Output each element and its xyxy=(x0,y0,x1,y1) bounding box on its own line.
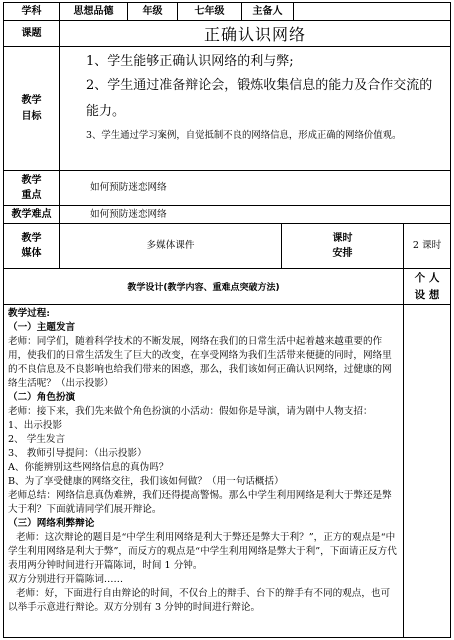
key-point-cell xyxy=(60,171,450,205)
schedule-label-line1: 课时 xyxy=(332,232,353,244)
topic-row xyxy=(4,21,450,47)
design-cell xyxy=(4,269,404,304)
header-row xyxy=(4,3,450,21)
goals-label xyxy=(4,47,60,170)
difficulty-row xyxy=(4,206,450,224)
grade-value: 七年级 xyxy=(178,3,242,20)
goals-label-line2: 目标 xyxy=(21,110,42,122)
section-2-title: （二）角色扮演 xyxy=(8,392,76,403)
personal-line2: 设 想 xyxy=(414,288,440,301)
section-2-intro: 老师：接下来，我们先来做个角色扮演的小活动：假如你是导演，请为剧中人物支招： xyxy=(8,406,373,417)
section-2-item-5: B、为了享受健康的网络交往，我们该如何做？（用一句话概括） xyxy=(8,476,284,487)
media-label xyxy=(4,224,60,268)
section-1-title: （一）主题发言 xyxy=(8,322,76,333)
section-2-item-4: A、你能辨别这些网络信息的真伪吗？ xyxy=(8,462,169,473)
difficulty-value: 如何预防迷恋网络 xyxy=(90,208,167,220)
media-value: 多媒体课件 xyxy=(146,240,195,251)
goal-item-2: 2、学生通过准备辩论会，锻炼收集信息的能力及合作交流的能力。 xyxy=(86,78,433,119)
personal-ideas-label xyxy=(404,269,450,304)
goals-row xyxy=(4,47,450,171)
section-2-item-3: 3、 教师引导提问：（出示投影） xyxy=(8,448,147,459)
schedule-cell xyxy=(404,224,450,268)
process-row xyxy=(4,305,450,637)
key-point-label-line1: 教学 xyxy=(21,174,42,186)
media-label-line2: 媒体 xyxy=(21,248,42,259)
goals-cell xyxy=(60,47,450,170)
media-cell xyxy=(60,224,282,268)
preparer-value xyxy=(294,3,450,20)
media-label-line1: 教学 xyxy=(21,232,42,244)
grade-label: 年级 xyxy=(128,3,178,20)
lesson-plan-table xyxy=(3,2,451,638)
subject-label: 学科 xyxy=(4,3,60,20)
section-3-body-1: 老师：这次辩论的题目是“中学生利用网络是利大于弊还是弊大于利？”，正方的观点是“中学生利用网络是利大于弊”，而反方的观点是“中学生利用网络是弊大于利”，下面请正反方代表用两分钟时间进行开篇陈词，时间 1 分钟。 xyxy=(8,532,397,571)
section-3-body-2: 双方分别进行开篇陈词…… xyxy=(8,574,124,585)
subject-value: 思想品德 xyxy=(60,3,128,20)
topic-cell xyxy=(60,21,450,46)
section-1-body: 老师：同学们，随着科学技术的不断发展，网络在我们的日常生活中起着越来越重要的作用，使我们的日常生活发生了巨大的改变，在享受网络为我们生活带来便捷的同时，网络里的不良信息及不良影响也给我们带来的困惑，那么，我们该如何正确认识网络，过健康的网络生活呢？（出示投影） xyxy=(8,336,392,389)
difficulty-label: 教学难点 xyxy=(4,206,60,223)
goal-item-1: 1、学生能够正确认识网络的利与弊; xyxy=(86,54,294,69)
key-point-row xyxy=(4,171,450,206)
design-title: 教学设计(教学内容、重难点突破方法) xyxy=(127,283,280,293)
section-2-item-1: 1、出示投影 xyxy=(8,420,63,431)
personal-line1: 个 人 xyxy=(414,272,440,285)
key-point-label-line2: 重点 xyxy=(21,190,42,201)
section-2-summary: 老师总结：网络信息真伪难辨，我们还得提高警惕。那么中学生利用网络是利大于弊还是弊大于利？下面就请同学们展开辩论。 xyxy=(8,490,392,515)
personal-ideas-cell xyxy=(404,305,450,637)
goal-item-3: 3、学生通过学习案例，自觉抵制不良的网络信息，形成正确的网络价值观。 xyxy=(86,130,402,141)
schedule-label-line2: 安排 xyxy=(332,248,353,259)
preparer-label: 主备人 xyxy=(242,3,294,20)
section-3-body-3: 老师：好，下面进行自由辩论的时间，不仅台上的辩手、台下的辩手有不同的观点，也可以举手示意进行辩论。双方分别有 3 分钟的时间进行辩论。 xyxy=(8,588,391,613)
section-3-title: （三）网络利弊辩论 xyxy=(8,518,95,529)
media-row xyxy=(4,224,450,269)
key-point-label xyxy=(4,171,60,205)
goals-label-line1: 教学 xyxy=(21,95,42,106)
process-heading: 教学过程: xyxy=(8,308,50,319)
key-point-value: 如何预防迷恋网络 xyxy=(90,182,167,193)
design-row xyxy=(4,269,450,305)
topic-title: 正确认识网络 xyxy=(203,25,306,44)
schedule-label xyxy=(282,224,404,268)
topic-label: 课题 xyxy=(4,21,60,46)
process-cell xyxy=(4,305,404,637)
section-2-item-2: 2、 学生发言 xyxy=(8,434,66,445)
schedule-value: 2 课时 xyxy=(412,240,442,251)
difficulty-cell xyxy=(60,206,450,223)
